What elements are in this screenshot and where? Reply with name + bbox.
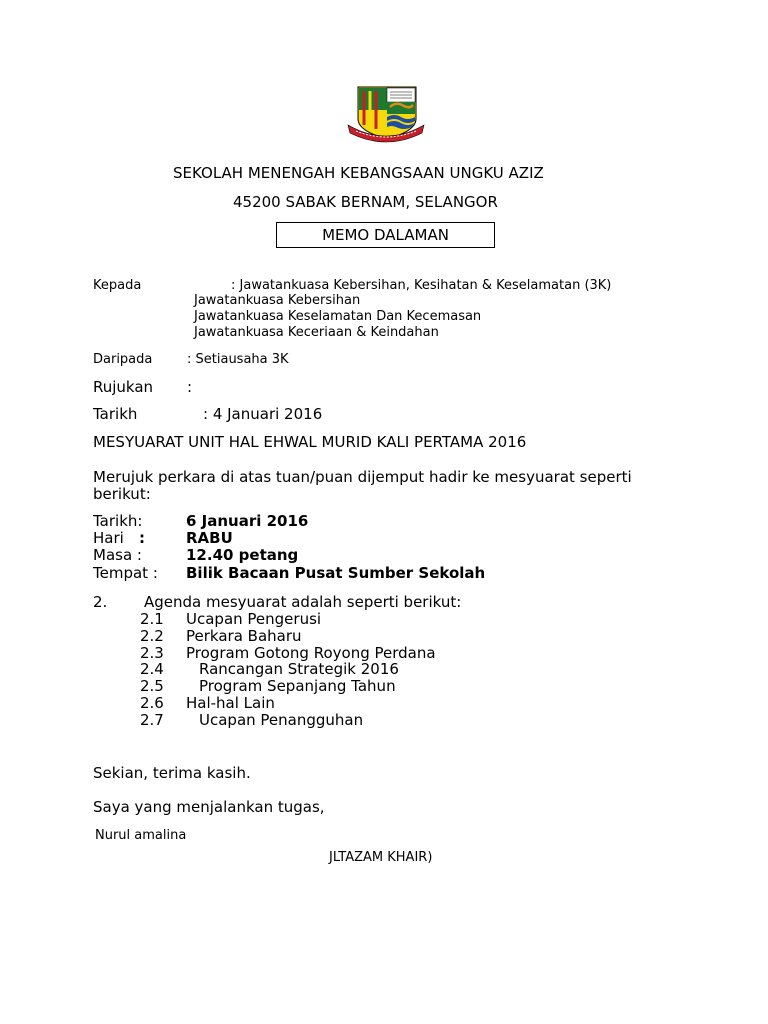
date-label: Tarikh — [93, 405, 138, 423]
school-name: SEKOLAH MENENGAH KEBANGSAAN UNGKU AZIZ — [173, 164, 544, 182]
meeting-date-value: 6 Januari 2016 — [186, 512, 309, 530]
agenda-item-text: Rancangan Strategik 2016 — [199, 660, 399, 678]
closing-signoff: Saya yang menjalankan tugas, — [93, 798, 325, 816]
agenda-item-text: Program Gotong Royong Perdana — [186, 644, 436, 662]
meeting-day-colon: : — [139, 529, 145, 547]
agenda-item-text: Perkara Baharu — [186, 627, 302, 645]
meeting-time-label: Masa : — [93, 546, 142, 564]
agenda-item-text: Hal-hal Lain — [186, 694, 275, 712]
closing-thanks: Sekian, terima kasih. — [93, 764, 251, 782]
meeting-day-label: Hari — [93, 529, 124, 547]
to-recipient: Jawatankuasa Keselamatan Dan Kecemasan — [194, 309, 482, 324]
memo-title: MEMO DALAMAN — [322, 226, 449, 244]
agenda-item-text: Ucapan Penangguhan — [199, 711, 364, 729]
agenda-item-number: 2.1 — [140, 610, 164, 628]
agenda-item-text: Program Sepanjang Tahun — [199, 677, 396, 695]
meeting-date-label: Tarikh: — [93, 512, 143, 530]
to-recipient: Jawatankuasa Keceriaan & Keindahan — [194, 325, 439, 340]
to-label: Kepada — [93, 278, 142, 293]
memo-title-box — [276, 222, 495, 248]
agenda-item-number: 2.3 — [140, 644, 164, 662]
from-value: : Setiausaha 3K — [187, 352, 289, 367]
intro-text: Merujuk perkara di atas tuan/puan dijemput hadir ke mesyuarat seperti — [93, 468, 632, 486]
school-crest-logo — [346, 85, 426, 143]
agenda-item-number: 2.4 — [140, 660, 164, 678]
meeting-place-label: Tempat : — [93, 564, 158, 582]
reference-value: : — [187, 378, 193, 396]
meeting-place-value: Bilik Bacaan Pusat Sumber Sekolah — [186, 564, 486, 582]
meeting-day-value: RABU — [186, 529, 233, 547]
signatory-name-line: JLTAZAM KHAIR) — [329, 850, 433, 865]
memo-subject: MESYUARAT UNIT HAL EHWAL MURID KALI PERTAMA 2016 — [93, 433, 527, 451]
agenda-item-text: Ucapan Pengerusi — [186, 610, 322, 628]
agenda-item-number: 2.5 — [140, 677, 164, 695]
to-recipient: Jawatankuasa Kebersihan — [194, 293, 361, 308]
meeting-time-value: 12.40 petang — [186, 546, 299, 564]
signature-name: Nurul amalina — [95, 828, 187, 843]
intro-text-continued: berikut: — [93, 485, 151, 503]
agenda-heading: Agenda mesyuarat adalah seperti berikut: — [144, 593, 462, 611]
agenda-item-number: 2.2 — [140, 627, 164, 645]
agenda-item-number: 2.6 — [140, 694, 164, 712]
reference-label: Rujukan — [93, 378, 154, 396]
school-address: 45200 SABAK BERNAM, SELANGOR — [233, 193, 498, 211]
date-value: : 4 Januari 2016 — [203, 405, 323, 423]
agenda-number: 2. — [93, 593, 108, 611]
agenda-item-number: 2.7 — [140, 711, 164, 729]
from-label: Daripada — [93, 352, 153, 367]
to-first-recipient: : Jawatankuasa Kebersihan, Kesihatan & Keselamatan (3K) — [231, 278, 612, 293]
